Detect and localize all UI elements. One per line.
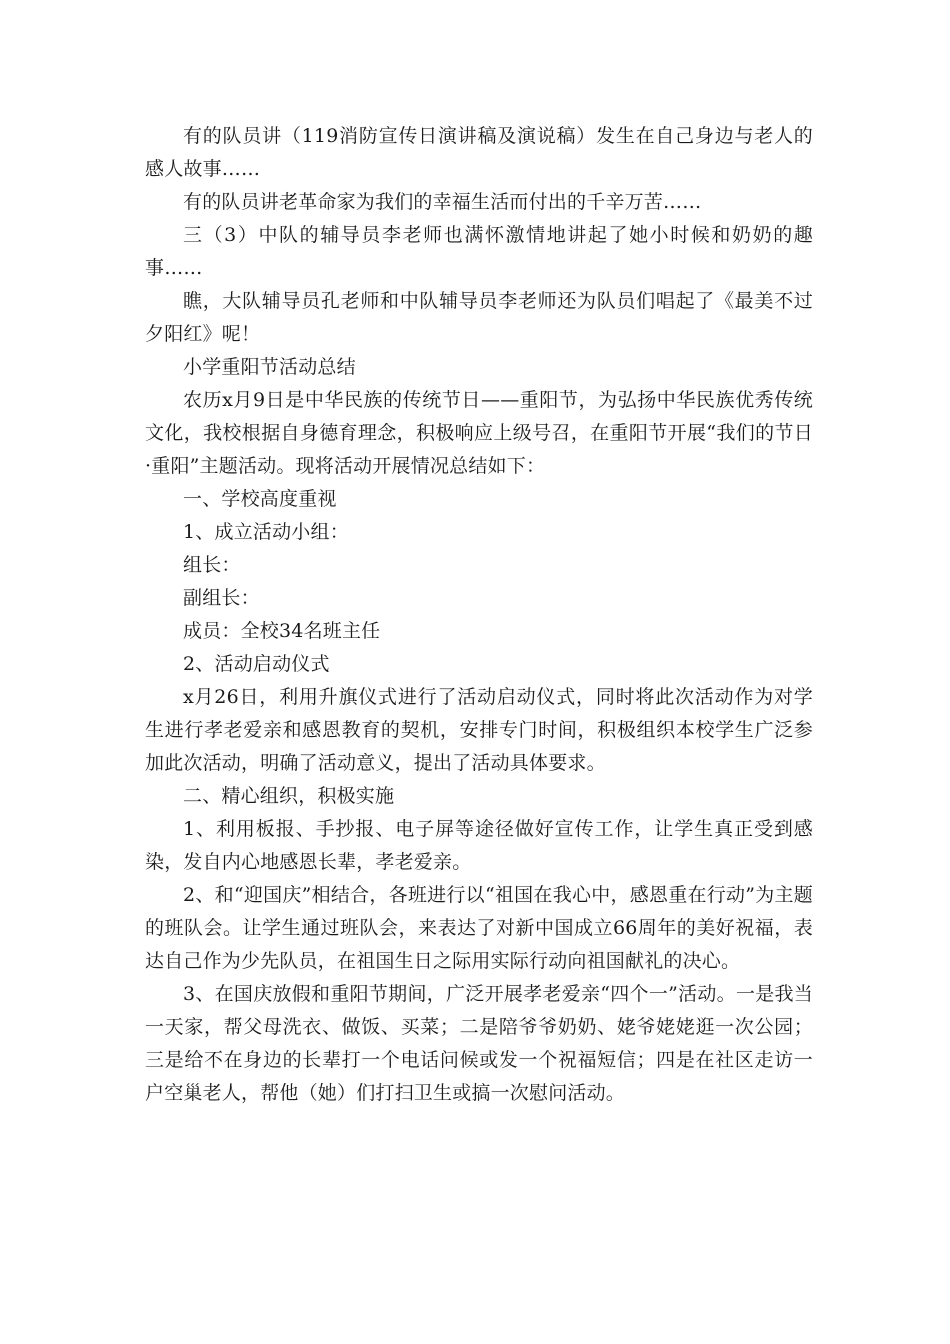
item-activity-group: 1、成立活动小组： xyxy=(183,521,349,543)
paragraph-revolutionary: 有的队员讲老革命家为我们的幸福生活而付出的千辛万苦…… xyxy=(183,191,702,213)
heading-school-attention: 一、学校高度重视 xyxy=(183,488,337,510)
document-body xyxy=(145,120,813,1110)
paragraph-four-ones: 3、在国庆放假和重阳节期间，广泛开展孝老爱亲“四个一”活动。一是我当一天家，帮父母洗衣、做饭、买菜；二是陪爷爷奶奶、姥爷姥姥逛一次公园；三是给不在身边的长辈打一个电话问候或发一个祝福短信；四是在社区走访一户空巢老人，帮他（她）们打扫卫生或搞一次慰问活动。 xyxy=(145,983,813,1104)
heading-implementation: 二、精心组织，积极实施 xyxy=(183,785,395,807)
paragraph-song: 瞧，大队辅导员孔老师和中队辅导员李老师还为队员们唱起了《最美不过夕阳红》呢！ xyxy=(145,290,813,345)
item-group-leader: 组长： xyxy=(183,554,241,576)
section-title: 小学重阳节活动总结 xyxy=(183,356,356,378)
paragraph-intro: 农历x月9日是中华民族的传统节日——重阳节，为弘扬中华民族优秀传统文化，我校根据自身德育理念，积极响应上级号召，在重阳节开展“我们的节日·重阳”主题活动。现将活动开展情况总结如下： xyxy=(145,389,813,477)
item-launch-ceremony: 2、活动启动仪式 xyxy=(183,653,330,675)
paragraph-story-elderly: 有的队员讲（119消防宣传日演讲稿及演说稿）发生在自己身边与老人的感人故事…… xyxy=(145,125,813,180)
paragraph-ceremony-detail: x月26日，利用升旗仪式进行了活动启动仪式，同时将此次活动作为对学生进行孝老爱亲和感恩教育的契机，安排专门时间，积极组织本校学生广泛参加此次活动，明确了活动意义，提出了活动具体要求。 xyxy=(145,686,813,774)
paragraph-publicity: 1、利用板报、手抄报、电子屏等途径做好宣传工作，让学生真正受到感染，发自内心地感恩长辈，孝老爱亲。 xyxy=(145,818,813,873)
paragraph-national-day: 2、和“迎国庆”相结合，各班进行以“祖国在我心中，感恩重在行动”为主题的班队会。让学生通过班队会，来表达了对新中国成立66周年的美好祝福，表达自己作为少先队员，在祖国生日之际用实际行动向祖国献礼的决心。 xyxy=(145,884,813,972)
item-members: 成员：全校34名班主任 xyxy=(183,620,381,642)
paragraph-teacher-li: 三（3）中队的辅导员李老师也满怀激情地讲起了她小时候和奶奶的趣事…… xyxy=(145,224,813,279)
item-deputy-leader: 副组长： xyxy=(183,587,260,609)
